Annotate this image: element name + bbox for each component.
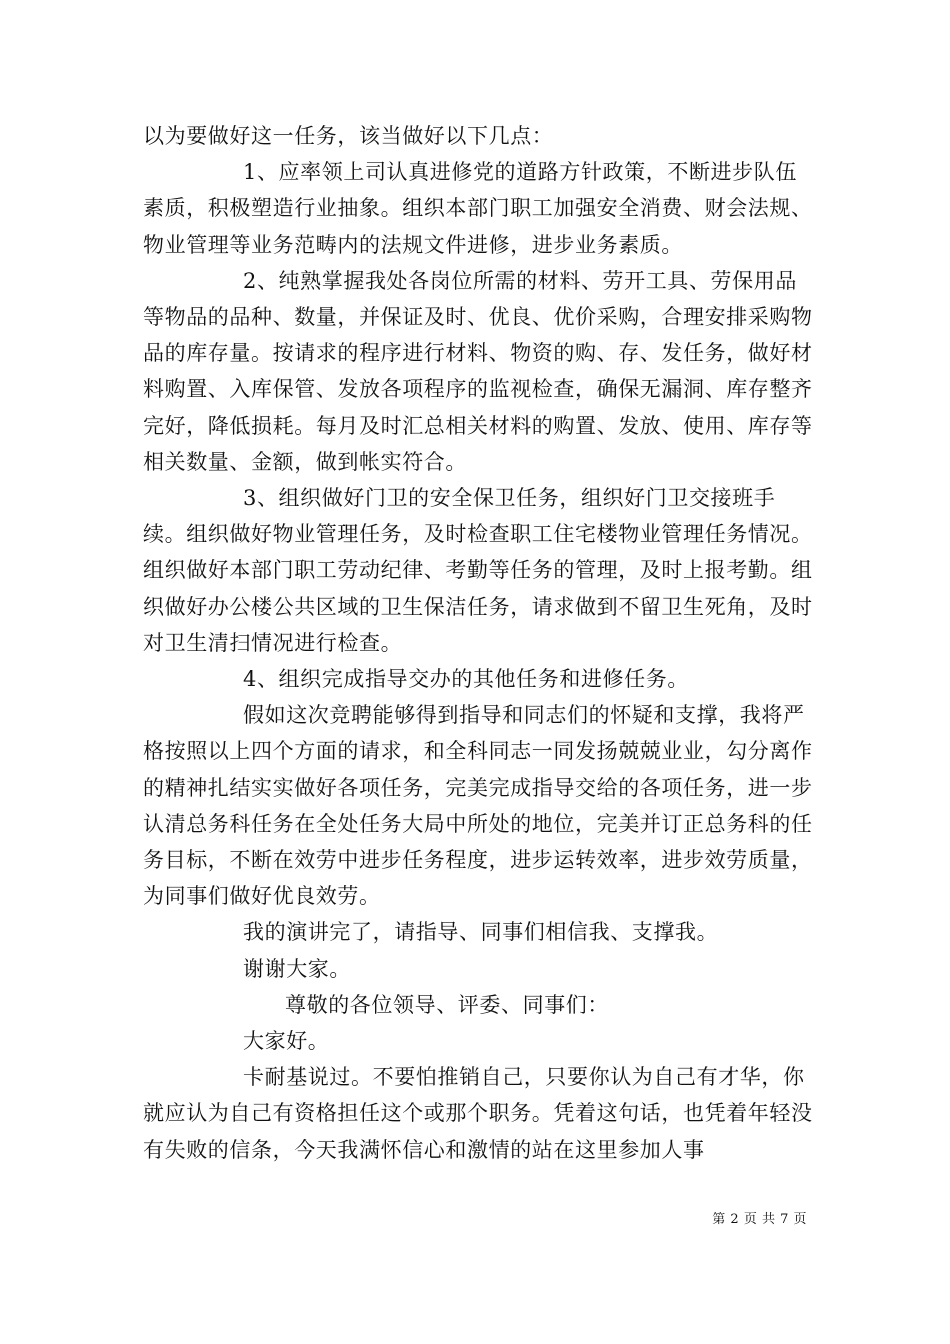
paragraph-closing: 我的演讲完了，请指导、同事们相信我、支撑我。 [243,920,719,945]
paragraph-thanks: 谢谢大家。 [243,956,351,981]
paragraph-greeting: 大家好。 [243,1029,330,1054]
paragraph-quote: 卡耐基说过。不要怕推销自己，只要你认为自己有才华，你就应认为自己有资格担任这个或那个职务。凭着这句话，也凭着年轻没有失败的信条，今天我满怀信心和激情的站在这里参加人事 [143,1065,813,1162]
paragraph-item-3: 3、组织做好门卫的安全保卫任务，组织好门卫交接班手续。组织做好物业管理任务，及时检查职工住宅楼物业管理任务情况。组织做好本部门职工劳动纪律、考勤等任务的管理，及时上报考勤。组织做好办公楼公共区域的卫生保洁任务，请求做到不留卫生死角，及时对卫生清扫情况进行检查。 [143,486,813,655]
paragraph-salutation: 尊敬的各位领导、评委、同事们： [285,992,609,1017]
paragraph-item-1: 1、应率领上司认真进修党的道路方针政策，不断进步队伍素质，积极塑造行业抽象。组织本部门职工加强安全消费、财会法规、物业管理等业务范畴内的法规文件进修，进步业务素质。 [143,160,813,257]
document-body [143,118,813,1168]
paragraph-intro: 以为要做好这一任务，该当做好以下几点： [143,124,554,148]
paragraph-commitment: 假如这次竞聘能够得到指导和同志们的怀疑和支撑，我将严格按照以上四个方面的请求，和全科同志一同发扬兢兢业业，勾分离作的精神扎结实实做好各项任务，完美完成指导交给的各项任务，进一步认清总务科任务在全处任务大局中所处的地位，完美并订正总务科的任务目标，不断在效劳中进步任务程度，进步运转效率，进步效劳质量，为同事们做好优良效劳。 [143,703,813,909]
paragraph-item-2: 2、纯熟掌握我处各岗位所需的材料、劳开工具、劳保用品等物品的品种、数量，并保证及时、优良、优价采购，合理安排采购物品的库存量。按请求的程序进行材料、物资的购、存、发任务，做好材料购置、入库保管、发放各项程序的监视检查，确保无漏洞、库存整齐完好，降低损耗。每月及时汇总相关材料的购置、发放、使用、库存等相关数量、金额，做到帐实符合。 [143,268,813,474]
page-number-footer: 第 2 页 共 7 页 [712,1212,807,1227]
paragraph-item-4: 4、组织完成指导交办的其他任务和进修任务。 [243,667,689,692]
